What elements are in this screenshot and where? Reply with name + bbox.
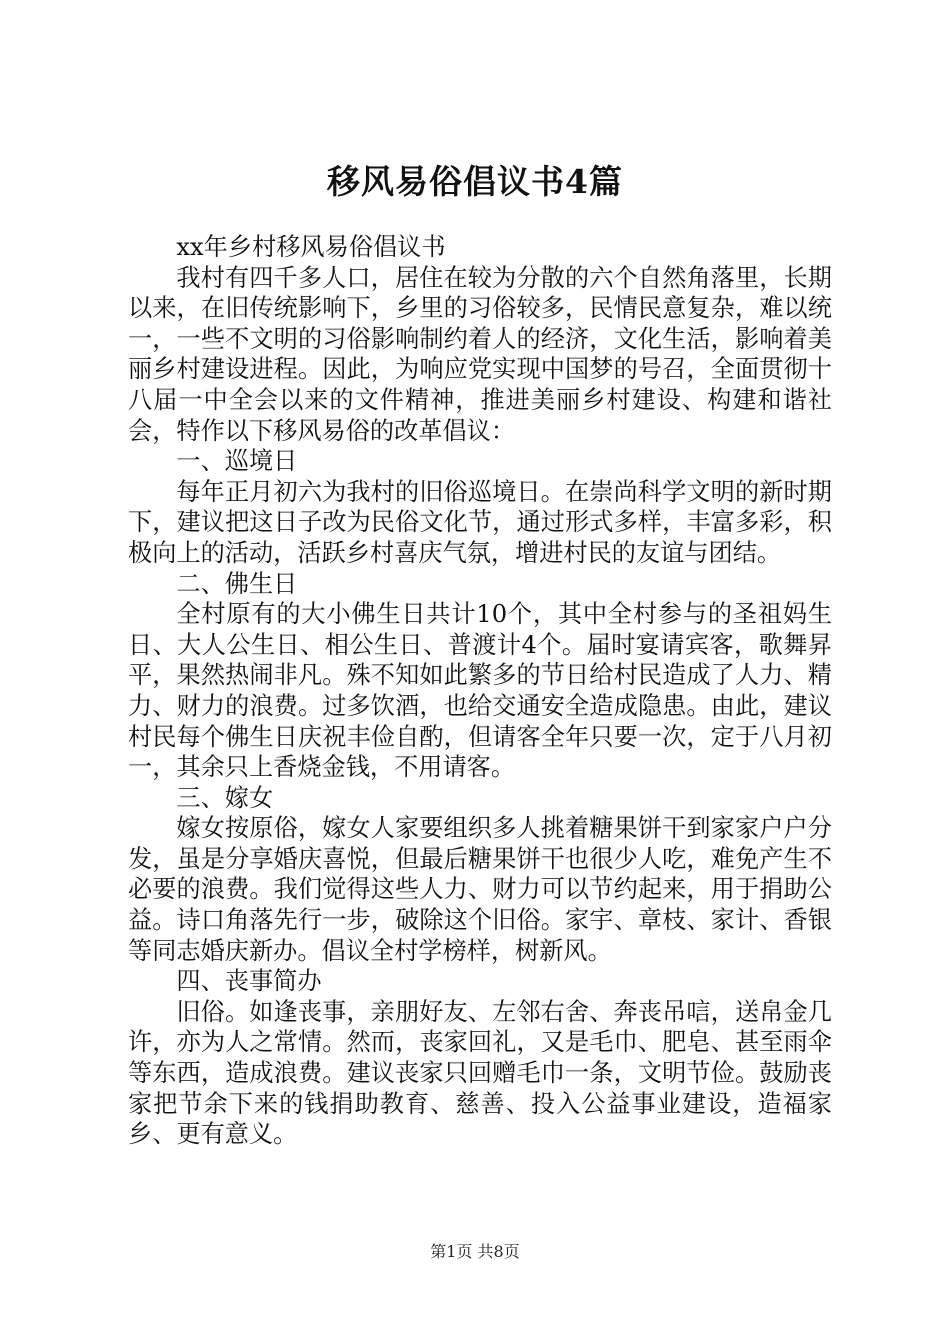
document-title: 移风易俗倡议书4篇 — [327, 162, 623, 201]
body-paragraph: 嫁女按原俗，嫁女人家要组织多人挑着糖果饼干到家家户户分发，虽是分享婚庆喜悦，但最后糖果饼干也很少人吃，难免产生不必要的浪费。我们觉得这些人力、财力可以节约起来，用于捐助公益。诗口角落先行一步，破除这个旧俗。家宇、章枝、家计、香银等同志婚庆新办。倡议全村学榜样，树新风。 — [128, 814, 832, 965]
document-body — [128, 232, 832, 1150]
section-heading: 一、巡境日 — [176, 447, 298, 476]
section-heading: 三、嫁女 — [176, 783, 274, 812]
body-paragraph: 我村有四千多人口，居住在较为分散的六个自然角落里，长期以来，在旧传统影响下，乡里的习俗较多，民情民意复杂，难以统一，一些不文明的习俗影响制约着人的经济，文化生活，影响着美丽乡村建设进程。因此，为响应党实现中国梦的号召，全面贯彻十八届一中全会以来的文件精神，推进美丽乡村建设、构建和谐社会，特作以下移风易俗的改革倡议： — [128, 263, 832, 445]
body-paragraph: 每年正月初六为我村的旧俗巡境日。在崇尚科学文明的新时期下，建议把这日子改为民俗文化节，通过形式多样，丰富多彩，积极向上的活动，活跃乡村喜庆气氛，增进村民的友谊与团结。 — [128, 477, 832, 567]
section-heading: 二、佛生日 — [176, 569, 298, 598]
page-number-footer: 第1页 共8页 — [430, 1242, 520, 1261]
body-paragraph: 旧俗。如逢丧事，亲朋好友、左邻右舍、奔丧吊唁，送帛金几许，亦为人之常情。然而，丧家回礼，又是毛巾、肥皂、甚至雨伞等东西，造成浪费。建议丧家只回赠毛巾一条，文明节俭。鼓励丧家把节余下来的钱捐助教育、慈善、投入公益事业建设，造福家乡、更有意义。 — [128, 997, 832, 1149]
section-heading: 四、丧事简办 — [176, 967, 322, 996]
body-paragraph: 全村原有的大小佛生日共计10个，其中全村参与的圣祖妈生日、大人公生日、相公生日、普渡计4个。届时宴请宾客，歌舞昇平，果然热闹非凡。殊不知如此繁多的节日给村民造成了人力、精力、财力的浪费。过多饮酒，也给交通安全造成隐患。由此，建议村民每个佛生日庆祝丰俭自酌，但请客全年只要一次，定于八月初一，其余只上香烧金钱，不用请客。 — [128, 600, 832, 782]
section-heading: xx年乡村移风易俗倡议书 — [176, 233, 446, 261]
